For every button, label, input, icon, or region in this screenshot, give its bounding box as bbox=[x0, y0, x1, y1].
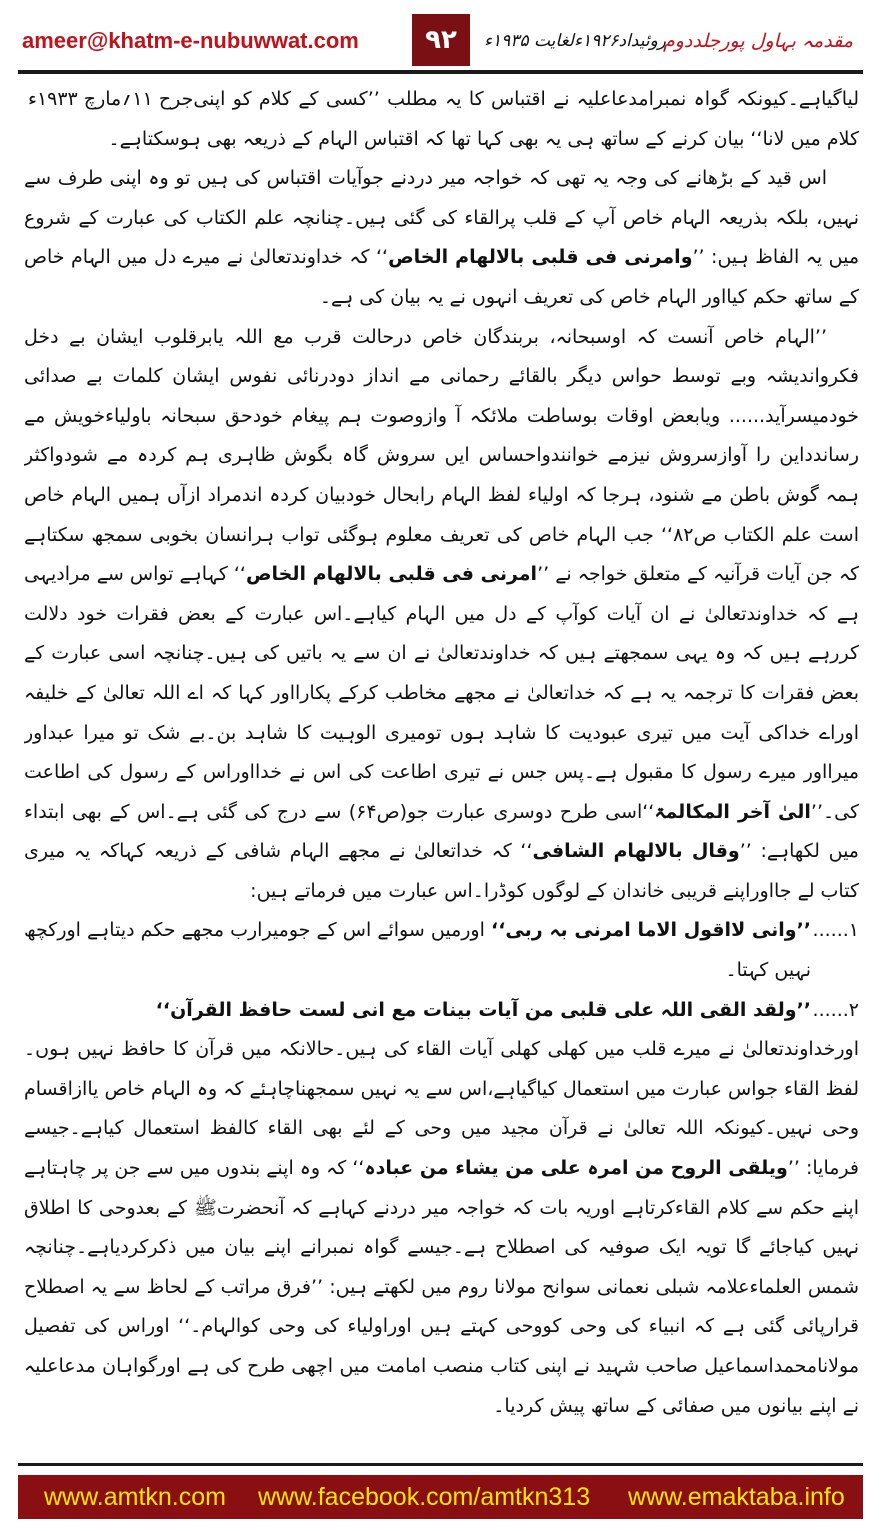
page-footer bbox=[0, 1463, 881, 1531]
footer-link-amtkn[interactable]: www.amtkn.com bbox=[44, 1483, 226, 1511]
list-item-number: ۱...... bbox=[812, 919, 859, 942]
dateline: جرح ۱۱؍مارچ ۱۹۳۳ء bbox=[28, 88, 194, 110]
list-item-number: ۲...... bbox=[812, 998, 859, 1021]
paragraph-2-text-a: اس قید کے بڑھانے کی وجہ یہ تھی کہ خواجہ میر دردنے جوآیات اقتباس کی ہیں تو وہ اپنی طرف سے نہیں، بلکہ بذریعہ الہام خاص آپ کے قلب پرالقاء کی گئی ہیں۔چنانچہ علم الکتاب کی عبارت کے شروع میں یہ الفاظ ہیں: ’’ bbox=[24, 167, 859, 269]
paragraph-3-text-d: ‘‘ کہ خداتعالیٰ نے مجھے الہام شافی کے ذریعہ کہاکہ یہ میری کتاب لے جااوراپنے قریبی خاندان کے لوگوں کوڈرا۔اس عبارت میں فرماتے ہیں: bbox=[24, 840, 859, 902]
paragraph-3 bbox=[24, 318, 859, 912]
header-book-title: مقدمہ بہاول پورجلددوم bbox=[662, 30, 853, 52]
list-item bbox=[24, 991, 859, 1031]
arabic-quote: امرنی فی قلبی بالالھام الخاص bbox=[245, 563, 538, 586]
arabic-quote: وقال بالالھام الشافی bbox=[532, 840, 740, 863]
footer-link-facebook[interactable]: www.facebook.com/amtkn313 bbox=[258, 1483, 591, 1511]
arabic-quote: الیٰ آخر المکالمۃ bbox=[654, 800, 811, 823]
arabic-quote: ’’وانی لااقول الاما امرنی بہ ربی‘‘ bbox=[491, 919, 812, 942]
list-item-text bbox=[24, 911, 811, 990]
paragraph-4 bbox=[24, 1030, 859, 1426]
page-header bbox=[0, 0, 881, 72]
paragraph-1-text: لیاگیاہے۔کیونکہ گواہ نمبرامدعاعلیہ نے اقتباس کا یہ مطلب ’’کسی کے کلام کو اپنی کلام میں لانا‘‘ بیان کرنے کے ساتھ ہی یہ بھی کہا تھا کہ اقتباس الہام کے ذریعہ بھی ہوسکتاہے۔ bbox=[108, 88, 859, 150]
page-number-badge: ۹۲ bbox=[412, 14, 470, 66]
paragraph-4-text-b: ‘‘ کہ وہ اپنے بندوں میں سے جن پر چاہتاہے اپنے حکم سے کلام القاءکرتاہے اوریہ بات کہ خواجہ میر دردنے کہاہے کہ آنحضرتﷺ کے بعدوحی کا اطلاق نہیں کیاجائے گا تویہ ایک صوفیہ کی اصطلاح ہے۔جیسے گواہ نمبرانے اپنے بیان میں ذکرکردیاہے۔چنانچہ شمس العلماءعلامہ شبلی نعمانی سوانح مولانا روم میں لکھتے ہیں: ’’فرق مراتب کے لحاظ سے یہ اصطلاح قرارپائی گئی ہے کہ انبیاء کی وحی کووحی کہتے ہیں اوراولیاء کی وحی کوالہام۔‘‘ اوراس کی تفصیل مولانامحمداسماعیل صاحب شہید نے اپنی کتاب منصب امامت میں اچھی طرح کی ہے اورگواہان مدعاعلیہ نے اپنے بیانوں میں صفائی کے ساتھ پیش کردیا۔ bbox=[24, 1157, 859, 1417]
translation-text: اورمیں سوائے اس کے جومیرارب مجھے حکم دیتاہے اورکچھ نہیں کہتا۔ bbox=[24, 919, 811, 982]
header-year-range: روئیداد۱۹۲۶ءلغایت ۱۹۳۵ء bbox=[484, 31, 666, 51]
paragraph-4-text-a: اورخداوندتعالیٰ نے میرے قلب میں کھلی کھلی آیات القاء کی ہیں۔حالانکہ میں قرآن کا حافظ نہیں ہوں۔لفظ القاء جواس عبارت میں استعمال کیاگیاہے،اس سے یہ نہیں سمجھناچاہئے کہ وہ الہام خاص یاازاقسام وحی نہیں۔کیونکہ اللہ تعالیٰ نے قرآن مجید میں وحی کے لئے بھی القاء کالفظ استعمال کیاہے۔جیسے فرمایا: ’’ bbox=[24, 1038, 859, 1180]
paragraph-1 bbox=[24, 80, 859, 159]
paragraph-2 bbox=[24, 159, 859, 317]
footer-link-emaktaba[interactable]: www.emaktaba.info bbox=[628, 1483, 845, 1511]
paragraph-3-text-c: ‘‘اسی طرح دوسری عبارت جو(ص۶۴) سے درج کی گئی ہے۔اس کے بھی ابتداء میں لکھاہے: ’’ bbox=[24, 800, 859, 863]
arabic-quote: وامرنی فی قلبی بالالھام الخاص bbox=[388, 246, 693, 269]
footer-divider bbox=[18, 1463, 863, 1466]
arabic-quote: ویلقی الروح من امرہ علی من یشاء من عبادہ bbox=[364, 1157, 788, 1180]
list-item bbox=[24, 911, 859, 990]
header-divider bbox=[18, 70, 863, 74]
persian-quote: ’’الہام خاص آنست کہ اوسبحانہ، بربندگان خاص درحالت قرب مع اللہ یابرقلوب ایشان بے دخل فکروانديشہ وبے توسط حواس دیگر بالقائے رحمانی مے انداز دودرنائی نفوس ایشان کلمات بے صدائی خودمیسرآید...... ویابعض اوقات بوساطت ملائکہ آ وازوصوت ہم پیغام خودحق سبحانہ باولیاءخویش مے رساندداین را آوازسروش نیزمے خوانندواحساس ایں سروش گاہ بگوش ظاہری ہم کردہ مے شودواکثر ہمہ گوش باطن مے شنود، ہرجا کہ اولیاء لفظ الہام رابحال خودبیان کردہ اندمراد ازآں ہمیں الہام خاص است علم الکتاب ص۸۲‘‘ جب الہام خاص کی تعریف معلوم ہوگئی تواب ہرانسان بخوبی سمجھ سکتاہے کہ جن آیات قرآنیہ کے متعلق خواجہ نے ’’ bbox=[24, 325, 859, 586]
page-body bbox=[24, 80, 859, 1440]
header-email: ameer@khatm-e-nubuwwat.com bbox=[22, 28, 359, 53]
paragraph-3-text-b: ‘‘ کہاہے تواس سے مرادیہی ہے کہ خداوندتعالیٰ نے ان آیات کوآپ کے دل میں الہام کیاہے۔اس عبارت کے بعض فقرات خود دلالت کررہے ہیں کہ وہ یہی سمجھتے ہیں کہ خداوندتعالیٰ نے ان سے یہ باتیں کی ہیں۔چنانچہ اسی عبارت کے بعض فقرات کا ترجمہ یہ ہے کہ خداتعالیٰ نے مجھے مخاطب کرکے پکارااور کہا کہ اے اللہ تعالیٰ کے خلیفہ اوراے خداکی آیت میں تیری عبودیت کا شاہد ہوں تومیری الوہیت کا شاہد بن۔بے شک تو میرا عبداور میرااور میرے رسول کا مقبول ہے۔پس جس نے تیری اطاعت کی اس نے خدااوراس کے رسول کی اطاعت کی۔’’ bbox=[24, 563, 859, 823]
paragraph-2-text-b: ‘‘ کہ خداوندتعالیٰ نے میرے دل میں الہام خاص کے ساتھ حکم کیااور الہام خاص کی تعریف انہوں نے یہ بیان کی ہے۔ bbox=[24, 246, 859, 308]
arabic-quote: ’’ولقد القی اللہ علی قلبی من آیات بینات مع انی لست حافظ القرآن‘‘ bbox=[155, 998, 811, 1021]
